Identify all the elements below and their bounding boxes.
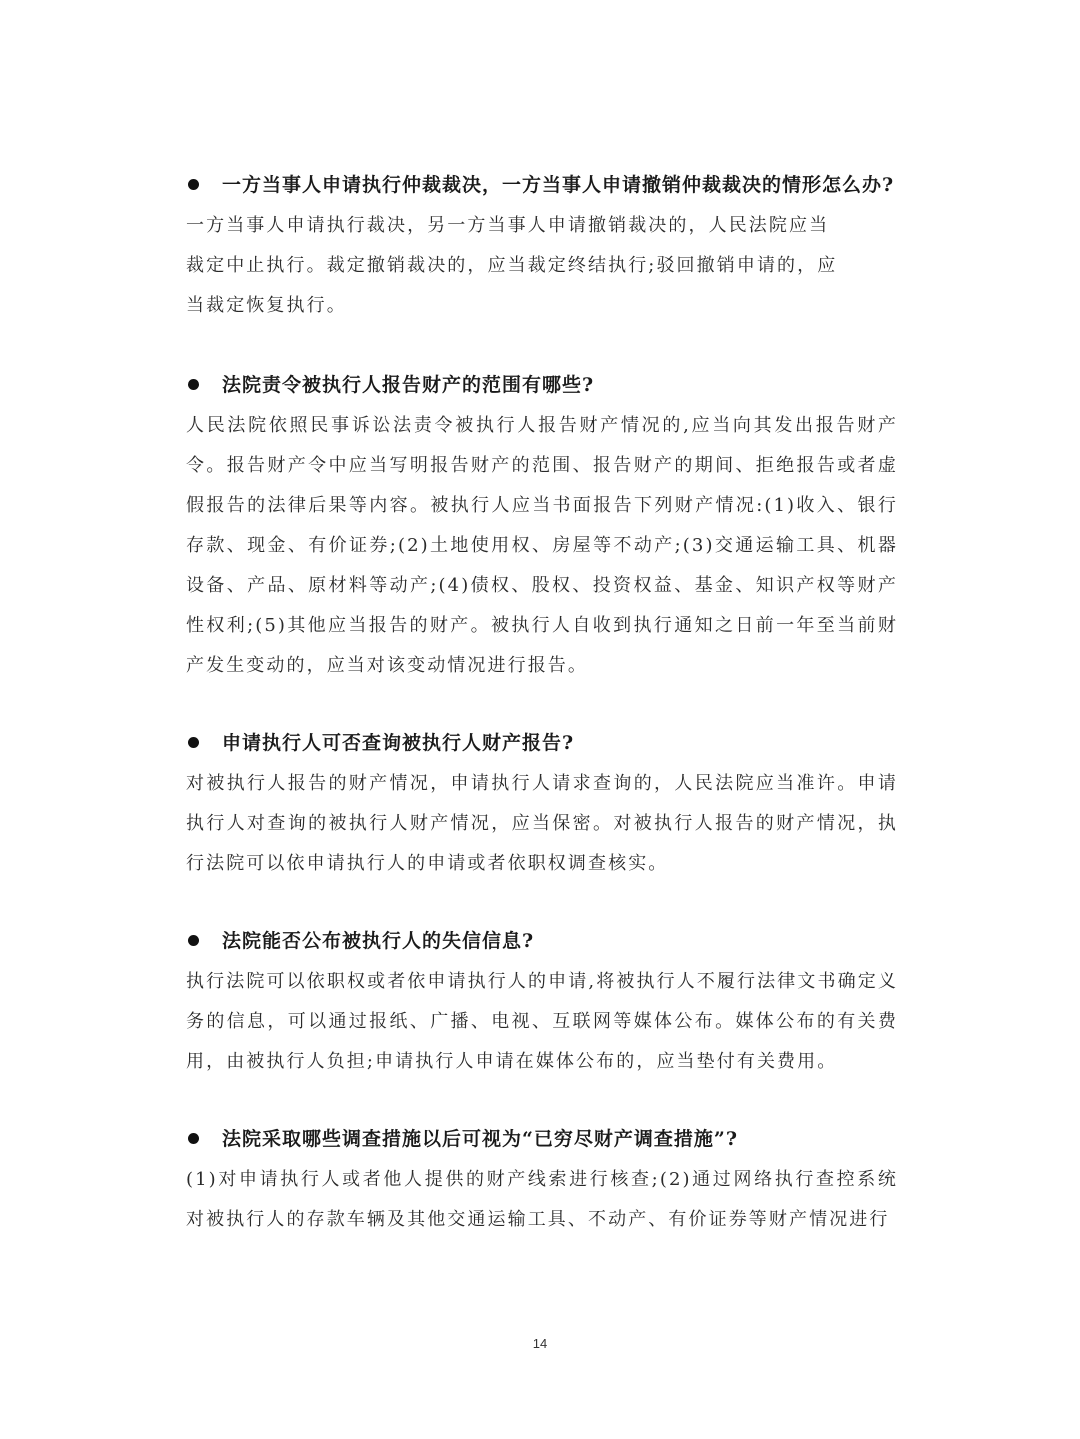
qa-section: [186, 166, 898, 326]
answer-line: 一方当事人申请执行裁决，另一方当事人申请撤销裁决的，人民法院应当: [186, 215, 830, 236]
page-content: [186, 166, 898, 1240]
qa-section: [186, 1120, 898, 1240]
question-text: 申请执行人可否查询被执行人财产报告?: [222, 732, 575, 754]
answer-paragraph: 人民法院依照民事诉讼法责令被执行人报告财产情况的,应当向其发出报告财产令。报告财产令中应当写明报告财产的范围、报告财产的期间、拒绝报告或者虚假报告的法律后果等内容。被执行人应当书面报告下列财产情况:(1)收入、银行存款、现金、有价证券;(2)土地使用权、房屋等不动产;(3)交通运输工具、机器设备、产品、原材料等动产;(4)债权、股权、投资权益、基金、知识产权等财产性权利;(5)其他应当报告的财产。被执行人自收到执行通知之日前一年至当前财产发生变动的，应当对该变动情况进行报告。: [186, 415, 898, 676]
answer-line: 裁定中止执行。裁定撤销裁决的，应当裁定终结执行;驳回撤销申请的，应: [186, 255, 838, 276]
question-text: 法院责令被执行人报告财产的范围有哪些?: [222, 374, 595, 396]
bullet-icon: [188, 1133, 199, 1144]
answer-paragraph: (1)对申请执行人或者他人提供的财产线索进行核查;(2)通过网络执行查控系统对被执行人的存款车辆及其他交通运输工具、不动产、有价证券等财产情况进行: [186, 1169, 898, 1230]
bullet-icon: [188, 935, 199, 946]
question-heading: [186, 724, 898, 762]
answer-line: 当裁定恢复执行。: [186, 295, 347, 316]
bullet-icon: [188, 379, 199, 390]
answer-paragraph: [186, 206, 898, 326]
qa-section: [186, 724, 898, 884]
bullet-icon: [188, 737, 199, 748]
answer-paragraph: 执行法院可以依职权或者依申请执行人的申请,将被执行人不履行法律文书确定义务的信息，可以通过报纸、广播、电视、互联网等媒体公布。媒体公布的有关费用，由被执行人负担;申请执行人申请在媒体公布的，应当垫付有关费用。: [186, 971, 898, 1072]
question-text: 法院采取哪些调查措施以后可视为“已穷尽财产调查措施”?: [222, 1128, 738, 1150]
question-heading: [186, 166, 898, 204]
question-heading: [186, 922, 898, 960]
question-text: 法院能否公布被执行人的失信信息?: [222, 930, 535, 952]
page-number: 14: [532, 1336, 548, 1351]
qa-section: [186, 922, 898, 1082]
answer-paragraph: 对被执行人报告的财产情况，申请执行人请求查询的，人民法院应当准许。申请执行人对查询的被执行人财产情况，应当保密。对被执行人报告的财产情况，执行法院可以依申请执行人的申请或者依职权调查核实。: [186, 773, 898, 874]
question-heading: [186, 1120, 898, 1158]
question-heading: [186, 366, 898, 404]
question-text: 一方当事人申请执行仲裁裁决，一方当事人申请撤销仲裁裁决的情形怎么办?: [222, 174, 895, 196]
qa-section: [186, 366, 898, 686]
bullet-icon: [188, 179, 199, 190]
